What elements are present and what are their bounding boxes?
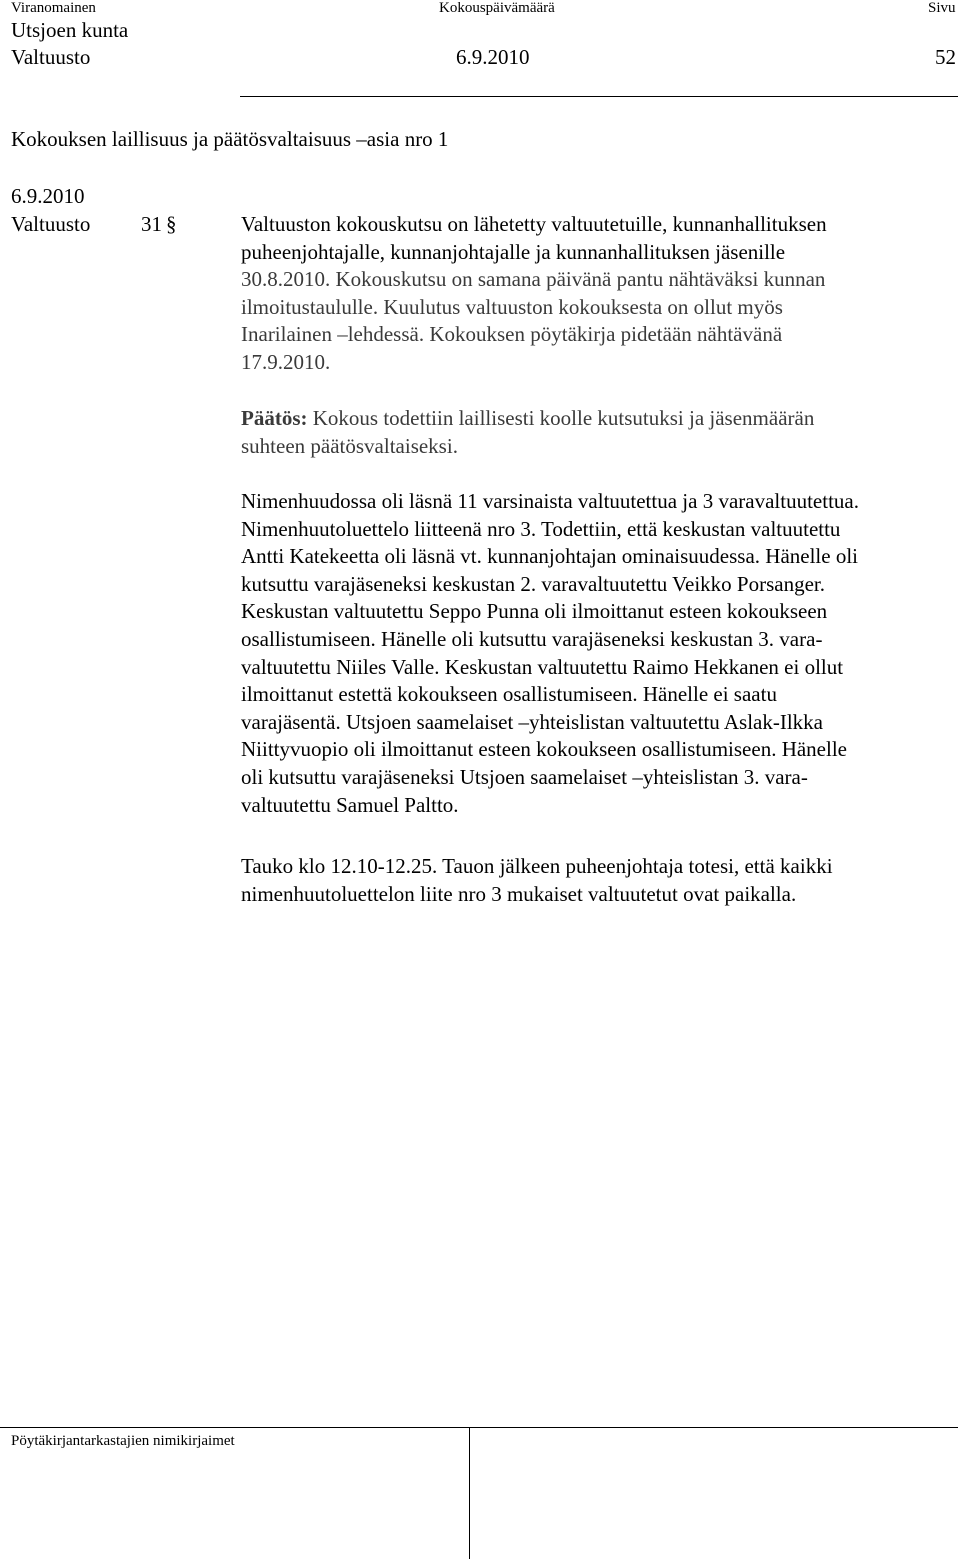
signature-label: Pöytäkirjantarkastajien nimikirjaimet (11, 1433, 235, 1449)
item-date: 6.9.2010 (11, 184, 85, 208)
header-divider (240, 96, 958, 97)
attendance-line: Antti Katekeetta oli läsnä vt. kunnanjohtajan ominaisuudessa. Hänelle oli (241, 544, 859, 569)
header-page-number: 52 (935, 45, 956, 69)
section-title: Kokouksen laillisuus ja päätösvaltaisuus –asia nro 1 (11, 127, 449, 151)
attendance-line: Niittyvuopio oli ilmoittanut esteen kokoukseen osallistumiseen. Hänelle (241, 737, 847, 762)
attendance-line: Nimenhuutoluettelo liitteenä nro 3. Todettiin, että keskustan valtuutettu (241, 516, 841, 541)
notice-line: 30.8.2010. Kokouskutsu on samana päivänä pantu nähtäväksi kunnan (241, 267, 826, 292)
notice-line: Inarilainen –lehdessä. Kokouksen pöytäkirja pidetään nähtävänä (241, 322, 783, 347)
notice-line: Valtuuston kokouskutsu on lähetetty valtuutetuille, kunnanhallituksen (241, 212, 827, 236)
header-municipality: Utsjoen kunta (11, 18, 129, 42)
item-number: 31 (141, 212, 162, 236)
notice-line: puheenjohtajalle, kunnanjohtajalle ja kunnanhallituksen jäsenille (241, 239, 786, 264)
footer-column-divider (469, 1427, 470, 1559)
decision-text: Kokous todettiin laillisesti koolle kutsutuksi ja jäsenmäärän (307, 406, 815, 430)
footer-divider (0, 1427, 958, 1428)
attendance-line: Nimenhuudossa oli läsnä 11 varsinaista valtuutettua ja 3 varavaltuutettua. (241, 489, 859, 513)
header-organ: Valtuusto (11, 45, 91, 69)
item-body: Valtuusto (11, 212, 91, 236)
attendance-paragraph (241, 488, 959, 819)
section-mark: § (166, 212, 177, 236)
break-line: Tauko klo 12.10-12.25. Tauon jälkeen puheenjohtaja totesi, että kaikki (241, 854, 833, 878)
break-paragraph (241, 853, 959, 908)
attendance-line: varajäsentä. Utsjoen saamelaiset –yhteislistan valtuutettu Aslak-Ilkka (241, 709, 824, 734)
notice-line: ilmoitustaululle. Kuulutus valtuuston kokouksesta on ollut myös (241, 294, 783, 319)
header-authority-label: Viranomainen (11, 0, 96, 16)
attendance-line: Keskustan valtuutettu Seppo Punna oli ilmoittanut esteen kokoukseen (241, 599, 828, 624)
attendance-line: valtuutettu Samuel Paltto. (241, 792, 459, 817)
header-date-label: Kokouspäivämäärä (439, 0, 555, 16)
decision-paragraph (241, 405, 959, 460)
attendance-line: oli kutsuttu varajäseneksi Utsjoen saamelaiset –yhteislistan 3. vara- (241, 764, 808, 789)
notice-line: 17.9.2010. (241, 349, 331, 374)
attendance-line: kutsuttu varajäseneksi keskustan 2. varavaltuutettu Veikko Porsanger. (241, 571, 825, 596)
decision-label: Päätös: (241, 406, 308, 430)
attendance-line: valtuutettu Niiles Valle. Keskustan valtuutettu Raimo Hekkanen ei ollut (241, 654, 844, 679)
notice-paragraph (241, 211, 959, 377)
header-page-label: Sivu (928, 0, 956, 16)
header-meeting-date: 6.9.2010 (456, 45, 530, 69)
attendance-line: ilmoittanut estettä kokoukseen osallistumiseen. Hänelle ei saatu (241, 682, 777, 707)
decision-text-cont: suhteen päätösvaltaiseksi. (241, 433, 458, 458)
break-line: nimenhuutoluettelon liite nro 3 mukaiset valtuutetut ovat paikalla. (241, 881, 797, 906)
attendance-line: osallistumiseen. Hänelle oli kutsuttu varajäseneksi keskustan 3. vara- (241, 626, 823, 651)
